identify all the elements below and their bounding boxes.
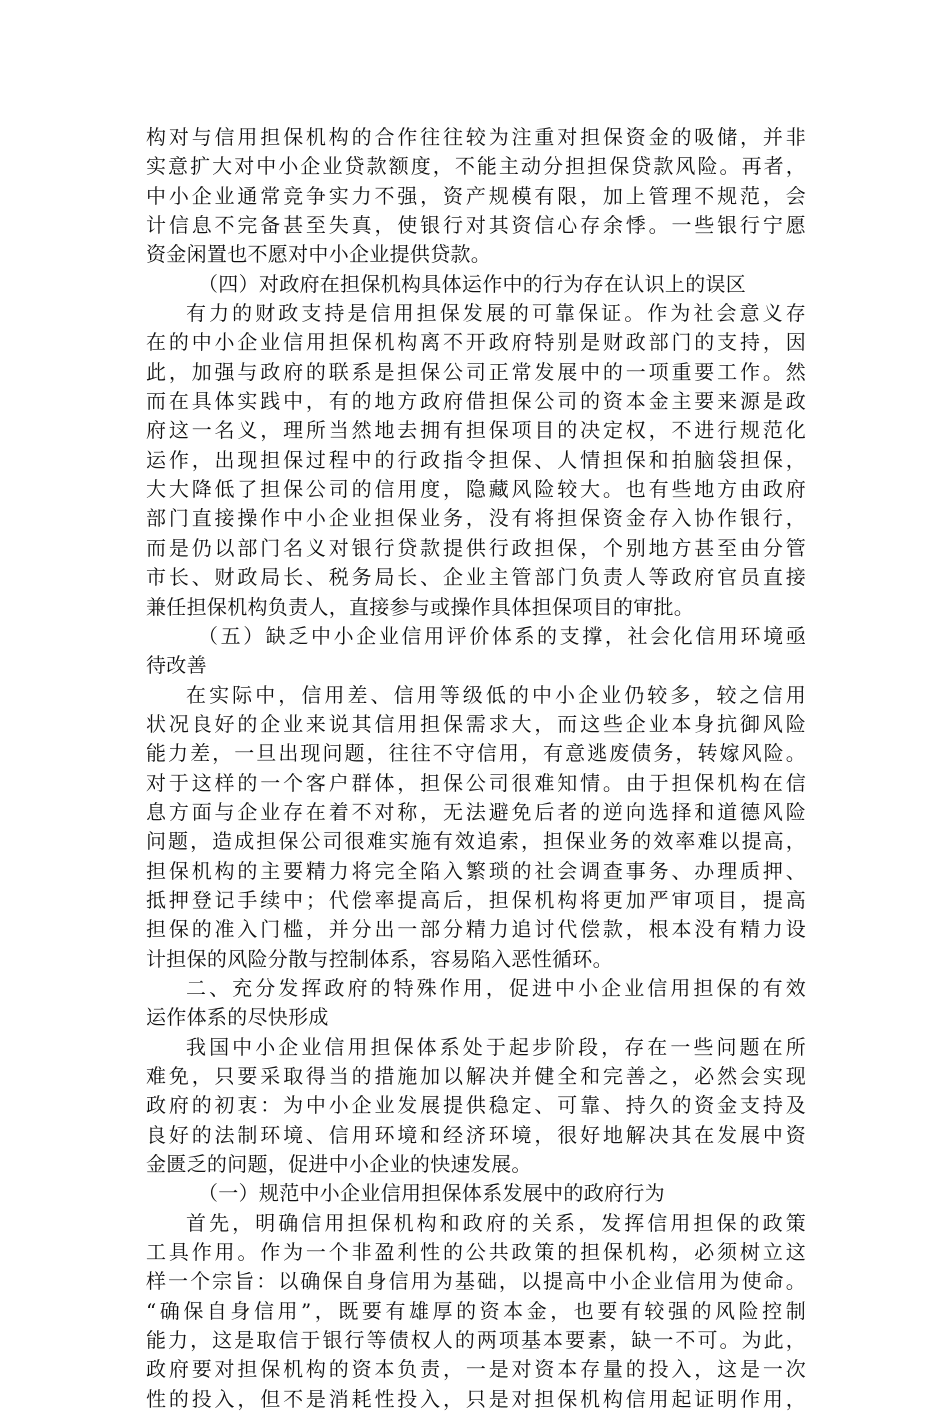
text-line: “确保自身信用”，既要有雄厚的资本金，也要有较强的风险控制	[146, 1298, 806, 1323]
text-line: 此，加强与政府的联系是担保公司正常发展中的一项重要工作。然	[146, 359, 806, 384]
text-line: 政府要对担保机构的资本负责，一是对资本存量的投入，这是一次	[146, 1357, 806, 1382]
text-line: 政府的初衷：为中小企业发展提供稳定、可靠、持久的资金支持及	[146, 1093, 806, 1118]
section-heading: （一）规范中小企业信用担保体系发展中的政府行为	[198, 1181, 665, 1206]
text-line: 计信息不完备甚至失真，使银行对其资信心存余悸。一些银行宁愿	[146, 213, 806, 238]
text-line: 大大降低了担保公司的信用度，隐藏风险较大。也有些地方由政府	[146, 477, 806, 502]
section-heading-continued: 待改善	[146, 653, 207, 678]
text-line: 中小企业通常竞争实力不强，资产规模有限，加上管理不规范，会	[146, 183, 806, 208]
text-line: 在实际中，信用差、信用等级低的中小企业仍较多，较之信用	[186, 682, 806, 707]
document-body	[146, 123, 806, 1414]
text-line: 对于这样的一个客户群体，担保公司很难知情。由于担保机构在信	[146, 770, 806, 795]
text-line: 构对与信用担保机构的合作往往较为注重对担保资金的吸储，并非	[146, 125, 806, 149]
section-heading: （五）缺乏中小企业信用评价体系的支撑，社会化信用环境亟	[198, 623, 806, 648]
text-line: 市长、财政局长、税务局长、企业主管部门负责人等政府官员直接	[146, 565, 806, 590]
text-line: 我国中小企业信用担保体系处于起步阶段，存在一些问题在所	[186, 1034, 806, 1059]
text-line: 状况良好的企业来说其信用担保需求大，而这些企业本身抗御风险	[146, 711, 806, 736]
text-line: 部门直接操作中小企业担保业务，没有将担保资金存入协作银行，	[146, 506, 806, 531]
text-line: 难免，只要采取得当的措施加以解决并健全和完善之，必然会实现	[146, 1064, 806, 1088]
text-line: 而是仍以部门名义对银行贷款提供行政担保，个别地方甚至由分管	[146, 535, 806, 560]
text-line: 运作，出现担保过程中的行政指令担保、人情担保和拍脑袋担保，	[146, 447, 806, 472]
text-line: 能力差，一旦出现问题，往往不守信用，有意逃废债务，转嫁风险。	[146, 741, 806, 766]
text-line: 有力的财政支持是信用担保发展的可靠保证。作为社会意义存	[186, 301, 806, 326]
text-line: 良好的法制环境、信用环境和经济环境，很好地解决其在发展中资	[146, 1122, 806, 1147]
text-line: 性的投入，但不是消耗性投入，只是对担保机构信用起证明作用，	[146, 1386, 806, 1411]
text-line: 担保机构的主要精力将完全陷入繁琐的社会调查事务、办理质押、	[146, 858, 806, 883]
text-line: 府这一名义，理所当然地去拥有担保项目的决定权，不进行规范化	[146, 418, 806, 443]
text-line: 而在具体实践中，有的地方政府借担保公司的资本金主要来源是政	[146, 389, 806, 414]
text-line: 抵押登记手续中；代偿率提高后，担保机构将更加严审项目，提高	[146, 887, 806, 912]
text-line: 息方面与企业存在着不对称，无法避免后者的逆向选择和道德风险	[146, 799, 806, 824]
text-line: 工具作用。作为一个非盈利性的公共政策的担保机构，必须树立这	[146, 1240, 806, 1265]
text-line: 能力，这是取信于银行等债权人的两项基本要素，缺一不可。为此，	[146, 1328, 806, 1353]
text-line: 资金闲置也不愿对中小企业提供贷款。	[146, 242, 492, 267]
text-line: 样一个宗旨：以确保自身信用为基础，以提高中小企业信用为使命。	[146, 1269, 806, 1294]
section-heading-continued: 运作体系的尽快形成	[146, 1005, 329, 1030]
text-line: 计担保的风险分散与控制体系，容易陷入恶性循环。	[146, 946, 613, 971]
text-line: 实意扩大对中小企业贷款额度，不能主动分担担保贷款风险。再者，	[146, 154, 806, 179]
text-line: 问题，造成担保公司很难实施有效追索，担保业务的效率难以提高，	[146, 829, 806, 854]
section-heading: 二、充分发挥政府的特殊作用，促进中小企业信用担保的有效	[186, 975, 806, 1000]
text-line: 担保的准入门槛，并分出一部分精力追讨代偿款，根本没有精力设	[146, 917, 806, 942]
section-heading: （四）对政府在担保机构具体运作中的行为存在认识上的误区	[198, 271, 747, 296]
text-line: 兼任担保机构负责人，直接参与或操作具体担保项目的审批。	[146, 594, 695, 619]
text-line: 首先，明确信用担保机构和政府的关系，发挥信用担保的政策	[186, 1210, 806, 1235]
text-line: 金匮乏的问题，促进中小企业的快速发展。	[146, 1152, 532, 1177]
text-line: 在的中小企业信用担保机构离不开政府特别是财政部门的支持，因	[146, 330, 806, 355]
